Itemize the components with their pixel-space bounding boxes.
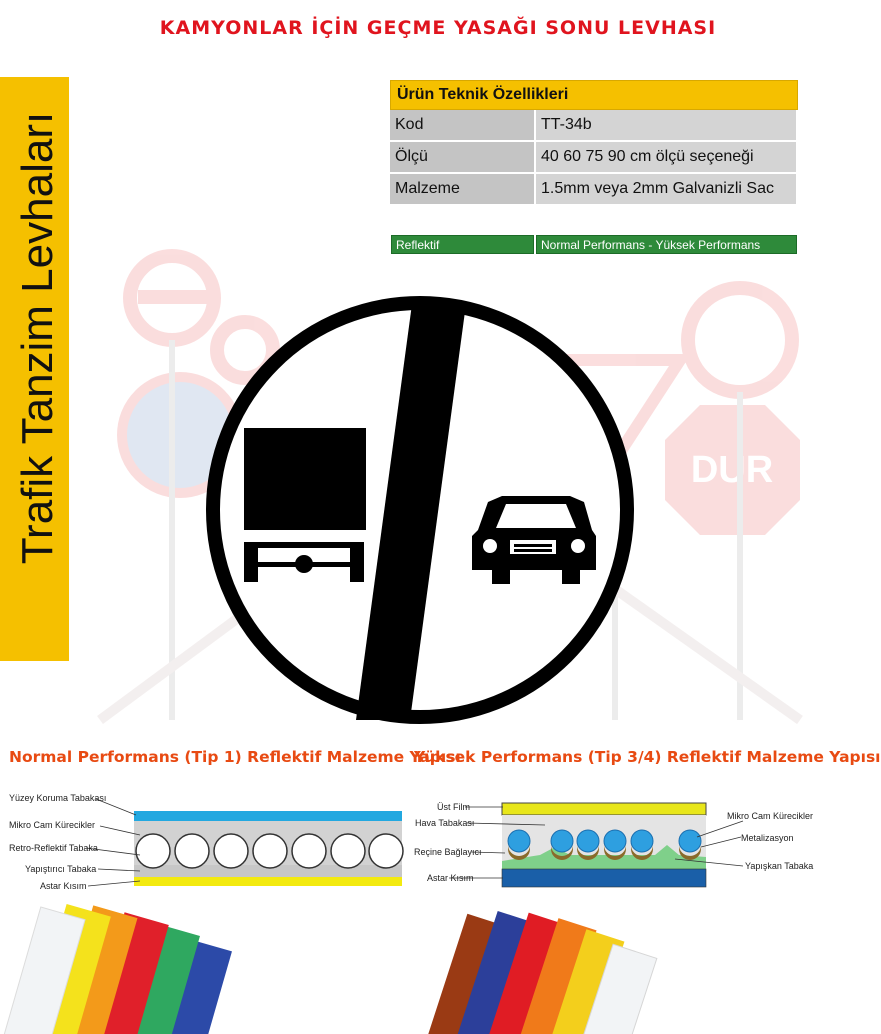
- normal-label: Yapıştırıcı Tabaka: [25, 864, 97, 874]
- spec-label: Kod: [390, 110, 536, 142]
- high-label: Hava Tabakası: [415, 818, 475, 828]
- high-label: Üst Film: [437, 802, 470, 812]
- high-label: Mikro Cam Kürecikler: [727, 811, 814, 821]
- normal-label: Retro-Reflektif Tabaka: [9, 843, 98, 853]
- high-structure-title: Yüksek Performans (Tip 3/4) Reflektif Malzeme Yapısı: [414, 748, 881, 766]
- high-structure-diagram: [405, 795, 814, 895]
- normal-label: Mikro Cam Kürecikler: [9, 820, 96, 830]
- specs-table: [390, 80, 798, 206]
- page-title: KAMYONLAR İÇİN GEÇME YASAĞI SONU LEVHASI: [159, 17, 717, 39]
- normal-reflective-swatches-image: [20, 905, 240, 1034]
- reflective-row: [391, 235, 797, 254]
- spec-label: Malzeme: [390, 174, 536, 206]
- high-label: Reçine Bağlayıcı: [414, 847, 482, 857]
- side-title: Trafik Tanzim Levhaları: [13, 111, 62, 565]
- reflective-value: Normal Performans - Yüksek Performans: [536, 235, 797, 254]
- table-row: [390, 142, 798, 174]
- dur-sign-text: DUR: [690, 449, 774, 491]
- spec-label: Ölçü: [390, 142, 536, 174]
- high-reflective-swatches-image: [445, 905, 665, 1034]
- normal-structure-title: Normal Performans (Tip 1) Reflektif Malzeme Yapısı: [9, 748, 461, 766]
- high-label: Astar Kısım: [427, 873, 474, 883]
- normal-structure-diagram: [0, 785, 405, 900]
- normal-label: Astar Kısım: [40, 881, 87, 891]
- high-label: Yapışkan Tabaka: [745, 861, 814, 871]
- reflective-label: Reflektif: [391, 235, 534, 254]
- high-label: Metalizasyon: [741, 833, 794, 843]
- spec-value: 1.5mm veya 2mm Galvanizli Sac: [536, 174, 798, 206]
- end-of-no-overtaking-trucks-sign: [200, 290, 640, 730]
- table-row: [390, 110, 798, 142]
- spec-value: 40 60 75 90 cm ölçü seçeneği: [536, 142, 798, 174]
- normal-label: Yüzey Koruma Tabakası: [9, 793, 107, 803]
- spec-value: TT-34b: [536, 110, 798, 142]
- specs-header: Ürün Teknik Özellikleri: [390, 80, 798, 110]
- table-row: [390, 174, 798, 206]
